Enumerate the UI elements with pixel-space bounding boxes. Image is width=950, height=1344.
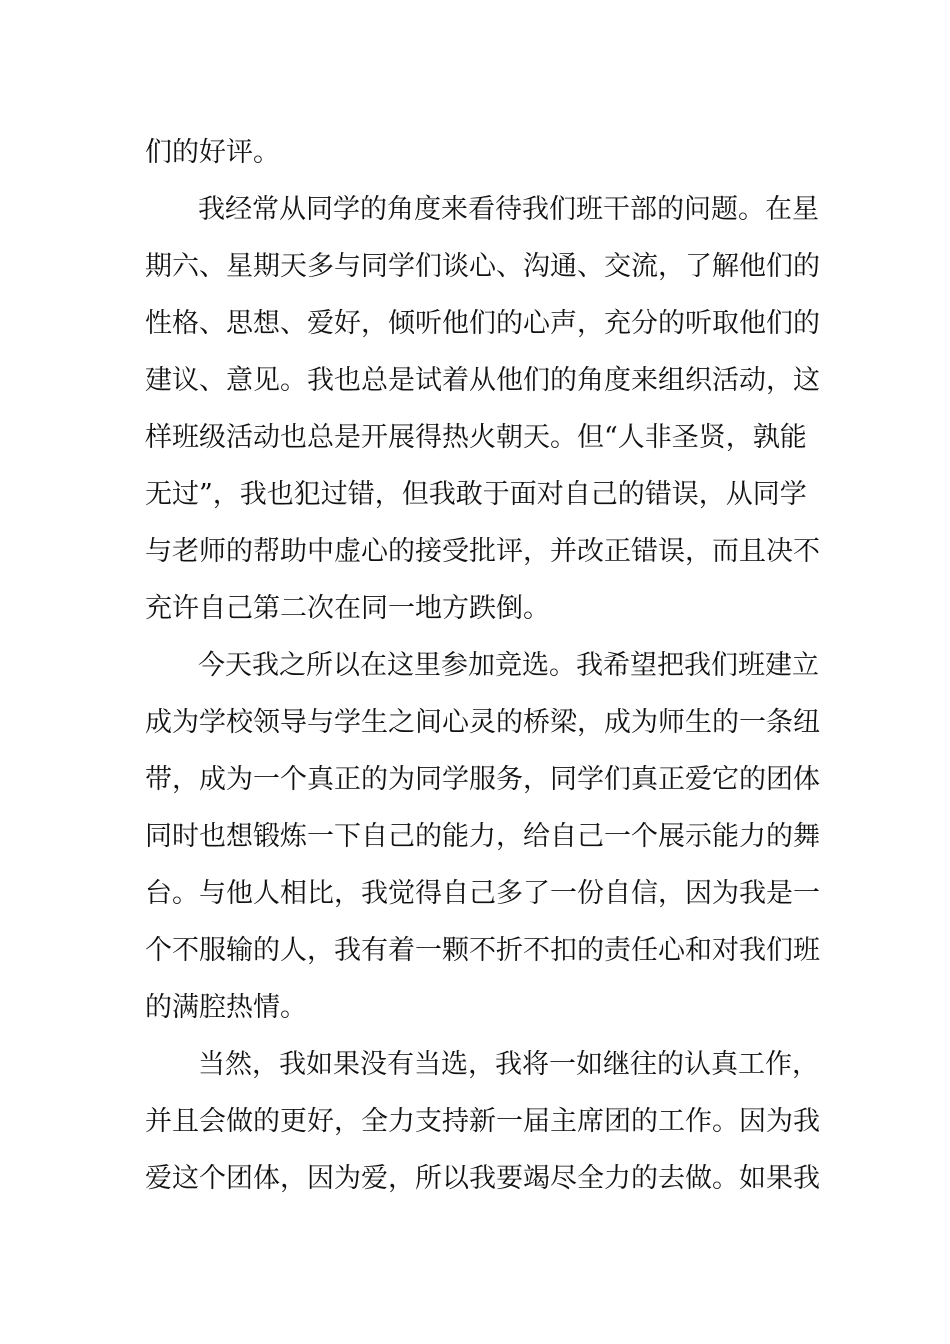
- line-text: 样班级活动也总是开展得热火朝天。但“人非圣贤，孰能: [145, 422, 807, 453]
- text-line: [0, 475, 950, 515]
- text-line: [0, 1102, 950, 1142]
- text-line: [0, 988, 950, 1028]
- text-line: [0, 418, 950, 458]
- text-line: [0, 1159, 950, 1199]
- text-line: [0, 646, 950, 686]
- line-text: 台。与他人相比，我觉得自己多了一份自信，因为我是一: [145, 878, 820, 909]
- text-line: [0, 931, 950, 971]
- line-text: 我经常从同学的角度来看待我们班干部的问题。在星: [198, 194, 819, 225]
- text-line: [0, 1045, 950, 1085]
- text-line: [0, 361, 950, 401]
- text-line: [0, 760, 950, 800]
- line-text: 无过”，我也犯过错，但我敢于面对自己的错误，从同学: [145, 479, 807, 510]
- line-text: 带，成为一个真正的为同学服务，同学们真正爱它的团体: [145, 764, 820, 795]
- line-text: 并且会做的更好，全力支持新一届主席团的工作。因为我: [145, 1106, 820, 1137]
- line-text: 今天我之所以在这里参加竞选。我希望把我们班建立: [198, 650, 819, 681]
- text-line: [0, 190, 950, 230]
- line-text: 们的好评。: [145, 137, 280, 168]
- line-text: 成为学校领导与学生之间心灵的桥梁，成为师生的一条纽: [145, 707, 820, 738]
- line-text: 的满腔热情。: [145, 992, 307, 1023]
- text-line: [0, 589, 950, 629]
- line-text: 爱这个团体，因为爱，所以我要竭尽全力的去做。如果我: [145, 1163, 820, 1194]
- text-line: [0, 304, 950, 344]
- text-line: [0, 532, 950, 572]
- line-text: 性格、思想、爱好，倾听他们的心声，充分的听取他们的: [145, 308, 820, 339]
- line-text: 充许自己第二次在同一地方跌倒。: [145, 593, 550, 624]
- text-line: [0, 133, 950, 173]
- line-text: 同时也想锻炼一下自己的能力，给自己一个展示能力的舞: [145, 821, 820, 852]
- line-text: 与老师的帮助中虚心的接受批评，并改正错误，而且决不: [145, 536, 820, 567]
- line-text: 建议、意见。我也总是试着从他们的角度来组织活动，这: [145, 365, 820, 396]
- line-text: 期六、星期天多与同学们谈心、沟通、交流，了解他们的: [145, 251, 820, 282]
- line-text: 当然，我如果没有当选，我将一如继往的认真工作，: [198, 1049, 819, 1080]
- line-text: 个不服输的人，我有着一颗不折不扣的责任心和对我们班: [145, 935, 820, 966]
- text-line: [0, 703, 950, 743]
- text-line: [0, 874, 950, 914]
- text-line: [0, 247, 950, 287]
- text-line: [0, 817, 950, 857]
